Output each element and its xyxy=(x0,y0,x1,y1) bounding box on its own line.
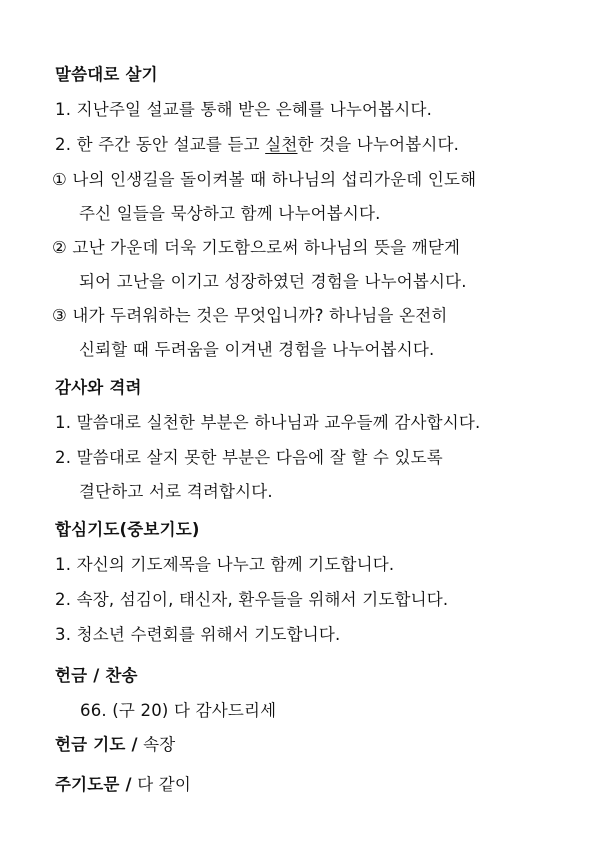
hymn-entry: 66. (구 20) 다 감사드리세 xyxy=(80,701,277,720)
section-title-living-the-word: 말씀대로 살기 xyxy=(55,65,158,84)
question-2-line-2: 되어 고난을 이기고 성장하였던 경험을 나누어봅시다. xyxy=(79,272,467,291)
list-item: 1. 지난주일 설교를 통해 받은 은혜를 나누어봅시다. xyxy=(55,100,433,119)
lords-prayer-participants: 다 같이 xyxy=(137,775,192,794)
offering-prayer-row xyxy=(55,734,175,756)
list-item: 1. 자신의 기도제목을 나누고 함께 기도합니다. xyxy=(55,555,395,574)
section-title-offering-prayer: 헌금 기도 / xyxy=(55,735,138,754)
list-item: 2. 말씀대로 살지 못한 부분은 다음에 잘 할 수 있도록 xyxy=(55,448,443,467)
item-text: 한 것을 나누어봅시다. xyxy=(297,135,460,154)
question-2-line-1: ② 고난 가운데 더욱 기도함으로써 하나님의 뜻을 깨닫게 xyxy=(52,238,461,257)
list-item xyxy=(55,134,459,156)
section-title-offering-hymn: 헌금 / 찬송 xyxy=(55,666,138,685)
section-title-lords-prayer: 주기도문 / xyxy=(55,775,132,794)
section-title-prayer: 합심기도(중보기도) xyxy=(55,520,200,539)
list-item: 1. 말씀대로 실천한 부분은 하나님과 교우들께 감사합시다. xyxy=(55,413,481,432)
question-1-line-2: 주신 일들을 묵상하고 함께 나누어봅시다. xyxy=(79,204,381,223)
question-3-line-2: 신뢰할 때 두려움을 이겨낸 경험을 나누어봅시다. xyxy=(79,340,435,359)
underlined-text: 실천 xyxy=(265,135,298,154)
offering-prayer-leader: 속장 xyxy=(143,735,176,754)
item-text: 2. 한 주간 동안 설교를 듣고 xyxy=(55,135,266,154)
lords-prayer-row xyxy=(55,774,191,796)
question-1-line-1: ① 나의 인생길을 돌이켜볼 때 하나님의 섭리가운데 인도해 xyxy=(52,170,477,189)
list-item: 3. 청소년 수련회를 위해서 기도합니다. xyxy=(55,625,341,644)
section-title-thanks-encouragement: 감사와 격려 xyxy=(55,378,142,397)
question-3-line-1: ③ 내가 두려워하는 것은 무엇입니까? 하나님을 온전히 xyxy=(52,306,448,325)
list-item: 2. 속장, 섬김이, 태신자, 환우들을 위해서 기도합니다. xyxy=(55,590,449,609)
list-item-continuation: 결단하고 서로 격려합시다. xyxy=(79,482,273,501)
